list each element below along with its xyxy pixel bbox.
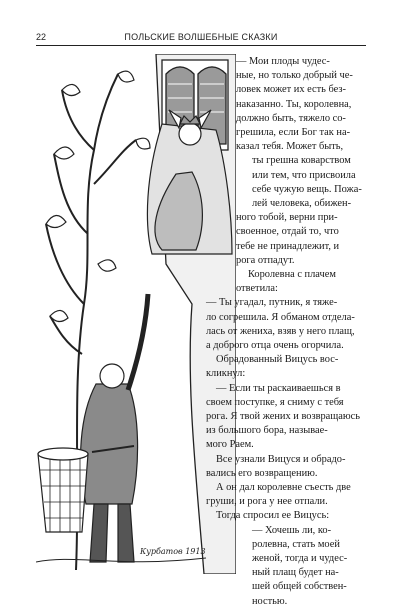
- text-line: — Ты угадал, путник, я тяже-: [206, 297, 338, 309]
- text-line: — Хочешь ли, ко-: [252, 524, 332, 536]
- text-line: вались его возвращению.: [206, 467, 318, 479]
- text-line: Обрадованный Вицусь вос-: [216, 354, 339, 366]
- text-line: — Если ты раскаиваешься в: [216, 382, 341, 394]
- text-line: ло согрешила. Я обманом отдела-: [206, 311, 355, 323]
- text-line: Королевна с плачем: [248, 269, 336, 280]
- text-line: ответила:: [236, 283, 278, 295]
- text-line: рога отпадут.: [236, 254, 295, 266]
- text-line: лей человека, обижен-: [252, 198, 352, 209]
- text-line: ного тобой, верни при-: [236, 212, 338, 224]
- text-line: должно быть, тяжело со-: [236, 112, 346, 124]
- running-header: [36, 31, 366, 46]
- text-line: Все узнали Вицуся и обрадо-: [216, 453, 346, 465]
- text-line: — Мои плоды чудес-: [236, 56, 330, 67]
- text-line: женой, тогда и чудес-: [252, 553, 348, 564]
- text-line: ролевна, стать моей: [252, 538, 340, 550]
- page-number: 22: [36, 32, 47, 42]
- text-line: наказанно. Ты, королевна,: [236, 98, 352, 110]
- text-line: ты грешна коварством: [252, 155, 351, 167]
- text-line: казал тебя. Может быть,: [236, 141, 344, 153]
- text-line: Тогда спросил ее Вицусь:: [216, 510, 330, 522]
- text-line: своем поступке, я сниму с тебя: [206, 396, 344, 408]
- artist-signature: Курбатов 1913: [140, 547, 206, 556]
- text-line: или тем, что присвоила: [252, 169, 356, 181]
- text-line: грешила, если Бог так на-: [236, 127, 351, 138]
- text-line: ные, но только добрый че-: [236, 70, 353, 82]
- running-title: ПОЛЬСКИЕ ВОЛШЕБНЫЕ СКАЗКИ: [124, 32, 278, 42]
- text-line: ный плащ будет на-: [252, 567, 339, 579]
- text-line: мого Раем.: [206, 439, 254, 451]
- text-line: рога. Я твой жених и возвращаюсь: [206, 411, 361, 422]
- text-line: тебе не принадлежит, и: [236, 240, 340, 252]
- text-line: шей общей собствен-: [252, 581, 347, 593]
- text-line: А он дал королевне съесть две: [216, 482, 351, 493]
- text-line: лась от жениха, взяв у него плащ,: [206, 325, 355, 337]
- text-line: груши, и рога у нее отпали.: [206, 496, 328, 508]
- text-line: а доброго отца очень огорчила.: [206, 340, 344, 351]
- text-line: ловек может их есть без-: [236, 84, 346, 96]
- text-line: ностью.: [252, 595, 288, 607]
- story-text-tail: [0, 48, 400, 568]
- text-line: своенное, отдай то, что: [236, 226, 339, 238]
- text-line: кликнул:: [206, 368, 246, 380]
- text-line: себе чужую вещь. Пожа-: [252, 183, 362, 195]
- text-line: из большого бора, называе-: [206, 425, 328, 437]
